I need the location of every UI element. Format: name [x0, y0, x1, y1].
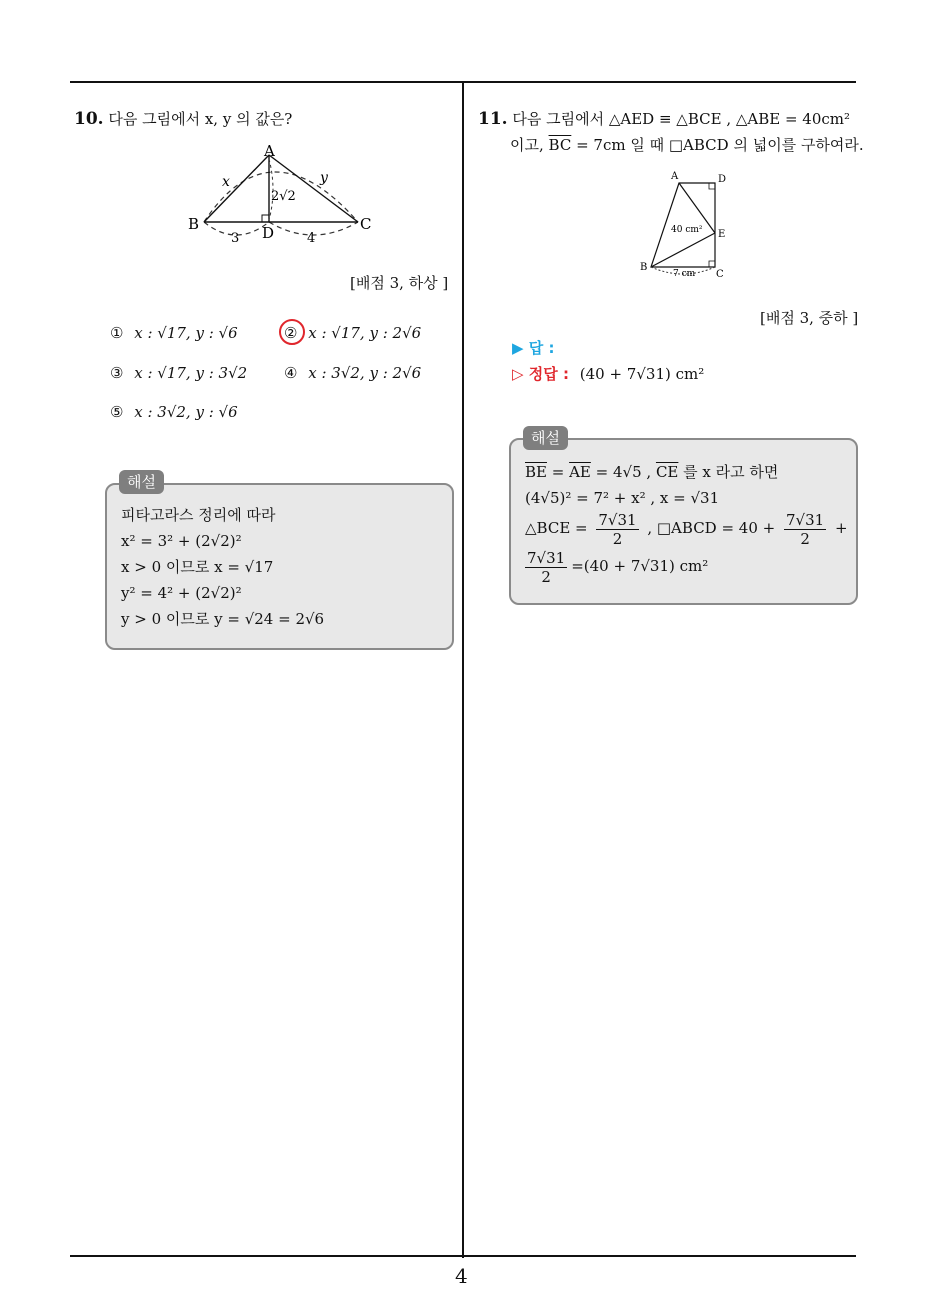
q10-label-bd: 3	[231, 231, 240, 246]
q11-answer-label: ▶ 답 :	[512, 339, 555, 357]
q11-label-a: A	[671, 171, 679, 182]
q10-choice-5-text: x : 3√2, y : √6	[134, 403, 238, 421]
q11-expl-line-3	[525, 508, 848, 548]
q10-choice-4-text: x : 3√2, y : 2√6	[308, 364, 422, 382]
q11-label-c: C	[716, 269, 724, 280]
q11-expl-frac-1	[596, 511, 638, 548]
q10-choice-3-text: x : √17, y : 3√2	[134, 364, 248, 382]
q11-explanation-box	[509, 438, 858, 605]
q10-choice-2-selected-circle	[279, 319, 305, 345]
q11-expl-eq: =	[546, 463, 570, 481]
q11-figure	[630, 165, 740, 280]
q11-expl-line-1	[525, 462, 778, 482]
q11-label-area: 40 cm²	[671, 225, 703, 235]
q11-explanation-tag: 해설	[523, 426, 568, 450]
q10-label-b: B	[188, 215, 200, 233]
q10-choice-3-mark: ③	[110, 364, 124, 382]
q11-expl-frac-1-num: 7√31	[598, 510, 637, 529]
q11-expl-l4-rest: =(40 + 7√31) cm²	[571, 557, 709, 575]
q10-choice-2-mark: ②	[284, 324, 298, 342]
q10-choice-1-text: x : √17, y : √6	[134, 324, 238, 342]
q10-label-dc: 4	[307, 231, 316, 246]
q11-correct-label: ▷ 정답 :	[512, 365, 569, 383]
q10-choice-3[interactable]	[110, 363, 247, 383]
q11-expl-frac-3-den: 2	[541, 567, 551, 586]
q11-score: [배점 3, 중하 ]	[760, 309, 859, 327]
q10-label-a: A	[264, 142, 275, 160]
q11-question-line2	[510, 135, 864, 155]
q11-label-d: D	[718, 174, 727, 185]
q11-question-line1: 다음 그림에서 △AED ≡ △BCE , △ABE = 40cm²	[512, 110, 851, 128]
q11-label-e: E	[718, 229, 726, 240]
q11-number: 11.	[478, 109, 508, 129]
q11-right-angle-c	[709, 261, 715, 267]
q10-header	[74, 109, 292, 129]
q10-number: 10.	[74, 109, 104, 129]
q10-choice-5[interactable]	[110, 402, 238, 422]
q11-expl-l1-rest1: = 4√5 ,	[590, 463, 656, 481]
q10-choice-4[interactable]	[284, 363, 421, 383]
q10-choice-2-text: x : √17, y : 2√6	[308, 324, 422, 342]
q10-explanation-tag: 해설	[119, 470, 164, 494]
q11-answer-row	[512, 338, 554, 358]
q11-expl-frac-2-num: 7√31	[786, 510, 825, 529]
q10-label-x: x	[222, 174, 230, 190]
q10-choice-1-mark: ①	[110, 324, 124, 342]
q11-expl-seg-ce: $\overline{CE}$	[655, 463, 679, 481]
q11-expl-seg-be: $\overline{BE}$	[525, 463, 547, 481]
q10-label-c: C	[360, 215, 372, 233]
q11-label-b: B	[640, 262, 648, 273]
q10-choice-4-mark: ④	[284, 364, 298, 382]
q10-side-ab	[204, 155, 269, 222]
q10-choice-1[interactable]	[110, 323, 238, 343]
q11-expl-line-2: (4√5)² = 7² + x² , x = √31	[525, 489, 720, 507]
q11-expl-l3-b: , □ABCD = 40 +	[642, 519, 780, 537]
q11-expl-frac-1-den: 2	[612, 529, 623, 548]
q11-expl-frac-3	[525, 549, 567, 586]
q11-expl-l3-a: △BCE =	[525, 519, 593, 537]
page-number: 4	[455, 1264, 468, 1288]
q11-q2-part-b: = 7cm 일 때 □ABCD 의 넓이를 구하여라.	[571, 136, 864, 154]
q11-label-bc: 7 cm	[673, 269, 696, 279]
q10-right-angle	[262, 215, 269, 222]
q11-expl-seg-ae: $\overline{AE}$	[569, 463, 591, 481]
q10-question: 다음 그림에서 x, y 의 값은?	[108, 110, 293, 128]
q10-expl-line-1: 피타고라스 정리에 따라	[121, 506, 276, 524]
q11-expl-l1-rest2: 를 x 라고 하면	[678, 463, 779, 481]
q11-expl-frac-2-den: 2	[800, 529, 810, 548]
q11-right-angle-d	[709, 183, 715, 189]
q10-label-y: y	[320, 170, 328, 186]
q11-correct-value: (40 + 7√31) cm²	[579, 365, 705, 383]
q10-expl-line-5: y > 0 이므로 y = √24 = 2√6	[121, 610, 325, 628]
q10-choice-5-mark: ⑤	[110, 403, 124, 421]
q11-expl-l3-c: +	[830, 519, 848, 537]
q11-expl-frac-3-num: 7√31	[527, 548, 566, 567]
q11-expl-line-4	[525, 546, 708, 586]
column-divider	[462, 82, 464, 1258]
q10-choice-2[interactable]	[284, 323, 421, 343]
q10-figure	[180, 140, 380, 250]
q10-expl-line-3: x > 0 이므로 x = √17	[121, 558, 274, 576]
q10-expl-line-2: x² = 3² + (2√2)²	[121, 532, 242, 550]
q11-expl-frac-2	[784, 511, 826, 548]
bottom-rule	[70, 1255, 856, 1257]
q10-explanation-box	[105, 483, 454, 650]
q10-expl-line-4: y² = 4² + (2√2)²	[121, 584, 242, 602]
q11-header	[478, 109, 850, 129]
q10-score: [배점 3, 하상 ]	[350, 274, 449, 292]
q11-q2-segment-bc: $\overline{BC}$	[548, 136, 572, 154]
q10-label-h: 2√2	[271, 189, 296, 204]
q11-q2-part-a: 이고,	[510, 136, 549, 154]
q10-label-d: D	[262, 224, 275, 242]
q11-correct-row	[512, 364, 704, 384]
